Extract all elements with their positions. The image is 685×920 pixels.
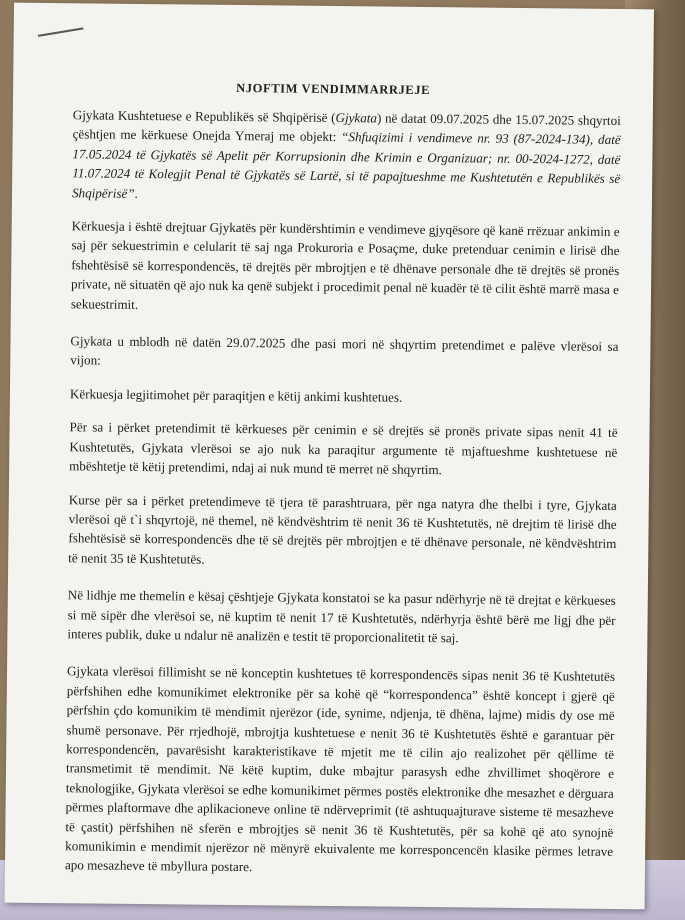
- paragraph-correspondence: Gjykata vlerësoi fillimisht se në konceptin kushtetues të korrespondencës sipas nenit 36 të Kushtetutës përfshihen edhe komunikimet elektronike për sa kohë që “korrespondenca” është koncept i gjerë që përfshin çdo komunikim të mendimit njerëzor (ide, synime, ndjenja, të dhëna, lajme) midis dy ose më shumë personave. Për rrjedhojë, mbrojtja kushtetuese e nenit 36 të Kushtetutës është e garantuar për korrespondencën, pavarësisht karakteristikave të mjetit me të cilin ajo realizohet për qëllime të transmetimit të mendimit. Në këtë kuptim, duke mbajtur parasysh edhe zhvillimet shoqërore e teknologjike, Gjykata vlerësoi se edhe komunikimet përmes postës elektronike dhe mesazhet e dërguara përmes plaftormave dhe aplikacioneve online të ndërveprimit (të ashtuquajturave sisteme të mesazheve të çastit) përfshihen në sferën e mbrojtjes së nenit 36 të Kushtetutës, për sa kohë që ato synojnë komunikimin e mendimit njerëzor në mënyrë ekuivalente me korresponcencën klasike përmes letrave apo mesazheve të mbyllura postare.: [64, 663, 616, 875]
- document-body: [65, 105, 621, 895]
- paragraph-claim: Kërkuesja i është drejtuar Gjykatës për kundërshtimin e vendimeve gjyqësore që kanë rrëzuar ankimin e saj për sekuestrimin e celularit të saj nga Prokuroria e Posaçme, duke pretenduar cenimin e lirisë dhe fshehtësisë së korrespondencës, të drejtës për mbrojtjen e të dhënave personale dhe të drejtës së pronës private, në situatën që ajo nuk ka qenë subjekt i procedimit penal në kuadër të të cilit është marrë masa e sekuestrimit.: [70, 218, 620, 312]
- intro-text-a: Gjykata Kushtetuese e Republikës së Shqipërisë (: [72, 107, 336, 126]
- document-title: NJOFTIM VENDIMMARRJEJE: [236, 80, 431, 98]
- paragraph-other-claims: Kurse për sa i përket pretendimeve të tjera të parashtruara, për nga natyra dhe thelbi i tyre, Gjykata vlerësoi që t`i shqyrtojë, në themel, në këndvështrim të nenit 36 të Kushtetutës, në drejtim të lirisë dhe fshehtësisë së korrespondencës dhe të së drejtës për mbrojtjen e të dhënave personale, në këndvështrim të nenit 35 të Kushtetutës.: [68, 491, 617, 567]
- intro-court-abbrev: Gjykata: [335, 110, 378, 126]
- paragraph-property: Për sa i përket pretendimit të kërkueses për cenimin e së drejtës së pronës private sipas nenit 41 të Kushtetutës, Gjykata vlerësoi se ajo nuk ka paraqitur argumente të mjaftueshme kushtetuese në mbështetje të këtij pretendimi, ndaj ai nuk mund të merret në shqyrtim.: [69, 419, 618, 478]
- paragraph-merits: Në lidhje me themelin e kësaj çështjeje Gjykata konstatoi se ka pasur ndërhyrje në të drejtat e kërkueses si më sipër dhe vlerësoi se, në kuptim të nenit 17 të Kushtetutës, ndërhyrja është bërë me ligj dhe për interes publik, duke u ndalur në analizën e testit të proporcionalitetit të saj.: [67, 587, 616, 646]
- intro-text-d: .: [134, 185, 138, 201]
- pen-mark: [38, 27, 84, 36]
- paragraph-intro: [72, 105, 621, 208]
- intro-object: “Shfuqizimi i vendimeve nr. 93 (87-2024-134), datë 17.05.2024 të Gjykatës së Apelit për Korrupsionin dhe Krimin e Organizuar; nr. 00-2024-1272, datë 11.07.2024 të Kolegjit Penal të Gjykatës së Lartë, si të papajtueshme me Kushtetutën e Republikës së Shqipërisë”: [71, 129, 621, 201]
- intro-text-b: ) në datat 09.07.2025 dhe 15.07.2025 shqyrtoi çështjen me kërkuese Onejda Ymeraj me objekt:: [72, 110, 621, 145]
- paragraph-session: Gjykata u mblodh në datën 29.07.2025 dhe pasi mori në shqyrtim pretendimet e palëve vlerësoi sa vijon:: [70, 333, 619, 369]
- paragraph-legitimacy: Kërkuesja legjitimohet për paraqitjen e këtij ankimi kushtetues.: [69, 386, 403, 405]
- document-page: [5, 3, 654, 910]
